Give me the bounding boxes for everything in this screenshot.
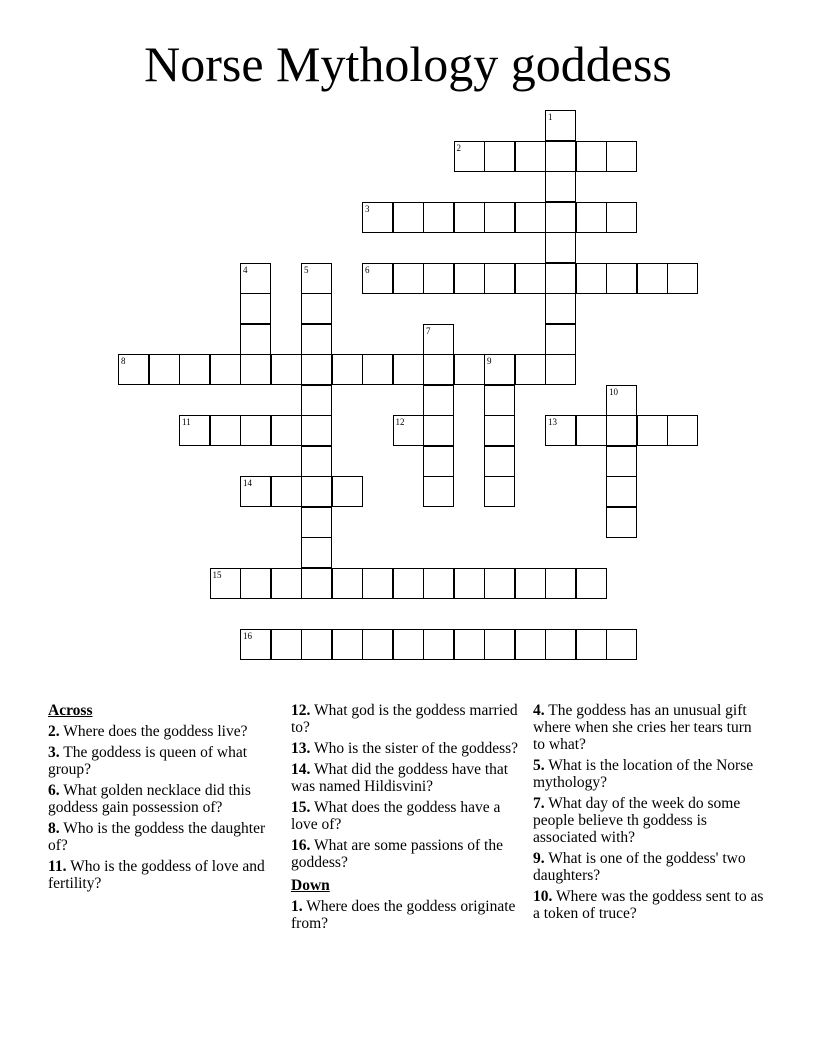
grid-cell[interactable] — [637, 263, 668, 294]
grid-cell[interactable] — [545, 202, 576, 233]
grid-cell[interactable] — [484, 263, 515, 294]
clue-column-1 — [48, 702, 280, 896]
grid-cell[interactable] — [393, 629, 424, 660]
grid-cell[interactable] — [301, 263, 332, 294]
grid-cell[interactable] — [301, 476, 332, 507]
grid-cell[interactable] — [301, 385, 332, 416]
grid-cell[interactable] — [210, 354, 241, 385]
down-heading: Down — [291, 877, 330, 894]
clue-column-2 — [291, 702, 523, 936]
grid-cell[interactable] — [484, 141, 515, 172]
grid-cell[interactable] — [545, 354, 576, 385]
clue-item: 3. The goddess is queen of what group? — [48, 744, 248, 778]
grid-cell[interactable] — [301, 507, 332, 538]
clue-number: 16 — [243, 630, 252, 641]
grid-cell[interactable] — [576, 202, 607, 233]
grid-cell[interactable] — [545, 171, 576, 202]
grid-cell[interactable] — [271, 629, 302, 660]
grid-cell[interactable] — [484, 446, 515, 477]
clue-number: 11 — [182, 417, 191, 427]
grid-cell[interactable] — [301, 568, 332, 599]
clue-item: 12. What god is the goddess married to? — [291, 702, 518, 736]
grid-cell[interactable] — [240, 415, 271, 446]
clue-item: 9. What is one of the goddess' two daughters? — [533, 850, 746, 884]
grid-cell[interactable] — [423, 629, 454, 660]
clue-number: 13 — [548, 417, 557, 427]
clue-item: 5. What is the location of the Norse mythology? — [533, 757, 754, 791]
grid-cell[interactable] — [240, 293, 271, 324]
grid-cell[interactable] — [667, 263, 698, 294]
clue-number: 5 — [304, 264, 309, 275]
grid-cell[interactable] — [423, 415, 454, 446]
clue-item: 7. What day of the week do some people believe th goddess is associated with? — [533, 795, 741, 846]
grid-cell[interactable] — [545, 293, 576, 324]
clue-item: 10. Where was the goddess sent to as a token of truce? — [533, 888, 764, 922]
grid-cell[interactable] — [515, 629, 546, 660]
grid-cell[interactable] — [606, 202, 637, 233]
grid-cell[interactable] — [484, 385, 515, 416]
clue-number: 1 — [548, 112, 553, 122]
grid-cell[interactable] — [362, 263, 393, 294]
grid-cell[interactable] — [179, 415, 210, 446]
grid-cell[interactable] — [210, 568, 241, 599]
grid-cell[interactable] — [454, 263, 485, 294]
grid-cell[interactable] — [301, 537, 332, 568]
grid-cell[interactable] — [515, 568, 546, 599]
grid-cell[interactable] — [271, 354, 302, 385]
grid-cell[interactable] — [606, 507, 637, 538]
grid-cell[interactable] — [606, 385, 637, 416]
clue-number: 4 — [243, 264, 248, 275]
clue-item: 16. What are some passions of the goddess? — [291, 837, 503, 871]
clue-item: 6. What golden necklace did this goddess gain possession of? — [48, 782, 251, 816]
grid-cell[interactable] — [515, 141, 546, 172]
grid-cell[interactable] — [271, 568, 302, 599]
grid-cell[interactable] — [301, 293, 332, 324]
grid-cell[interactable] — [423, 476, 454, 507]
clue-number: 6 — [365, 264, 370, 275]
grid-cell[interactable] — [393, 263, 424, 294]
grid-cell[interactable] — [545, 568, 576, 599]
grid-cell[interactable] — [515, 263, 546, 294]
grid-cell[interactable] — [393, 202, 424, 233]
grid-cell[interactable] — [484, 568, 515, 599]
grid-cell[interactable] — [454, 202, 485, 233]
grid-cell[interactable] — [606, 446, 637, 477]
grid-cell[interactable] — [454, 629, 485, 660]
grid-cell[interactable] — [332, 476, 363, 507]
grid-cell[interactable] — [362, 568, 393, 599]
grid-cell[interactable] — [576, 568, 607, 599]
grid-cell[interactable] — [545, 324, 576, 355]
grid-cell[interactable] — [576, 263, 607, 294]
grid-cell[interactable] — [362, 202, 393, 233]
grid-cell[interactable] — [301, 354, 332, 385]
clue-number: 14 — [243, 478, 252, 488]
clue-item: 4. The goddess has an unusual gift where when she cries her tears turn to what? — [533, 702, 752, 753]
clue-item: 15. What does the goddess have a love of? — [291, 799, 501, 833]
grid-cell[interactable] — [393, 568, 424, 599]
grid-cell[interactable] — [179, 354, 210, 385]
grid-cell[interactable] — [606, 629, 637, 660]
grid-cell[interactable] — [271, 476, 302, 507]
across-heading: Across — [48, 702, 93, 719]
clue-item: 2. Where does the goddess live? — [48, 723, 248, 740]
grid-cell[interactable] — [545, 415, 576, 446]
grid-cell[interactable] — [515, 354, 546, 385]
grid-cell[interactable] — [271, 415, 302, 446]
grid-cell[interactable] — [606, 141, 637, 172]
grid-cell[interactable] — [576, 141, 607, 172]
clue-number: 2 — [456, 142, 461, 153]
clue-column-3 — [533, 702, 765, 926]
clue-item: 8. Who is the goddess the daughter of? — [48, 820, 266, 854]
grid-cell[interactable] — [545, 141, 576, 172]
grid-cell[interactable] — [240, 354, 271, 385]
grid-cell[interactable] — [393, 415, 424, 446]
clue-number: 3 — [365, 203, 370, 214]
grid-cell[interactable] — [454, 354, 485, 385]
grid-cell[interactable] — [240, 324, 271, 355]
grid-cell[interactable] — [240, 568, 271, 599]
grid-cell[interactable] — [606, 415, 637, 446]
clue-item: 11. Who is the goddess of love and fertility? — [48, 858, 265, 892]
grid-cell[interactable] — [423, 354, 454, 385]
grid-cell[interactable] — [423, 446, 454, 477]
clue-number: 8 — [121, 356, 126, 366]
grid-cell[interactable] — [545, 629, 576, 660]
grid-cell[interactable] — [484, 354, 515, 385]
grid-cell[interactable] — [454, 568, 485, 599]
grid-cell[interactable] — [484, 202, 515, 233]
grid-cell[interactable] — [301, 629, 332, 660]
grid-cell[interactable] — [332, 568, 363, 599]
grid-cell[interactable] — [423, 568, 454, 599]
clue-item: 13. Who is the sister of the goddess? — [291, 740, 519, 757]
clue-number: 15 — [212, 569, 222, 580]
grid-cell[interactable] — [301, 324, 332, 355]
grid-cell[interactable] — [118, 354, 149, 385]
grid-cell[interactable] — [301, 446, 332, 477]
grid-cell[interactable] — [240, 629, 271, 660]
clue-number: 10 — [609, 386, 618, 397]
grid-cell[interactable] — [423, 202, 454, 233]
grid-cell[interactable] — [240, 263, 271, 294]
grid-cell[interactable] — [149, 354, 180, 385]
grid-cell[interactable] — [240, 476, 271, 507]
page-title: Norse Mythology goddess — [144, 36, 672, 92]
grid-cell[interactable] — [362, 354, 393, 385]
grid-cell[interactable] — [210, 415, 241, 446]
grid-cell[interactable] — [484, 476, 515, 507]
grid-cell[interactable] — [332, 629, 363, 660]
grid-cell[interactable] — [515, 202, 546, 233]
grid-cell[interactable] — [545, 232, 576, 263]
grid-cell[interactable] — [423, 263, 454, 294]
clue-number: 7 — [426, 325, 431, 336]
clue-item: 1. Where does the goddess originate from? — [291, 898, 516, 932]
grid-cell[interactable] — [423, 385, 454, 416]
clue-number: 9 — [487, 356, 492, 366]
grid-cell[interactable] — [667, 415, 698, 446]
grid-cell[interactable] — [637, 415, 668, 446]
grid-cell[interactable] — [362, 629, 393, 660]
grid-cell[interactable] — [545, 110, 576, 141]
grid-cell[interactable] — [301, 415, 332, 446]
clue-number: 12 — [395, 417, 405, 427]
grid-cell[interactable] — [545, 263, 576, 294]
grid-cell[interactable] — [484, 415, 515, 446]
grid-cell[interactable] — [484, 629, 515, 660]
grid-cell[interactable] — [454, 141, 485, 172]
grid-cell[interactable] — [576, 415, 607, 446]
grid-cell[interactable] — [576, 629, 607, 660]
grid-cell[interactable] — [606, 476, 637, 507]
grid-cell[interactable] — [606, 263, 637, 294]
grid-cell[interactable] — [332, 354, 363, 385]
grid-cell[interactable] — [423, 324, 454, 355]
clue-item: 14. What did the goddess have that was named Hildisvini? — [291, 761, 509, 795]
grid-cell[interactable] — [393, 354, 424, 385]
